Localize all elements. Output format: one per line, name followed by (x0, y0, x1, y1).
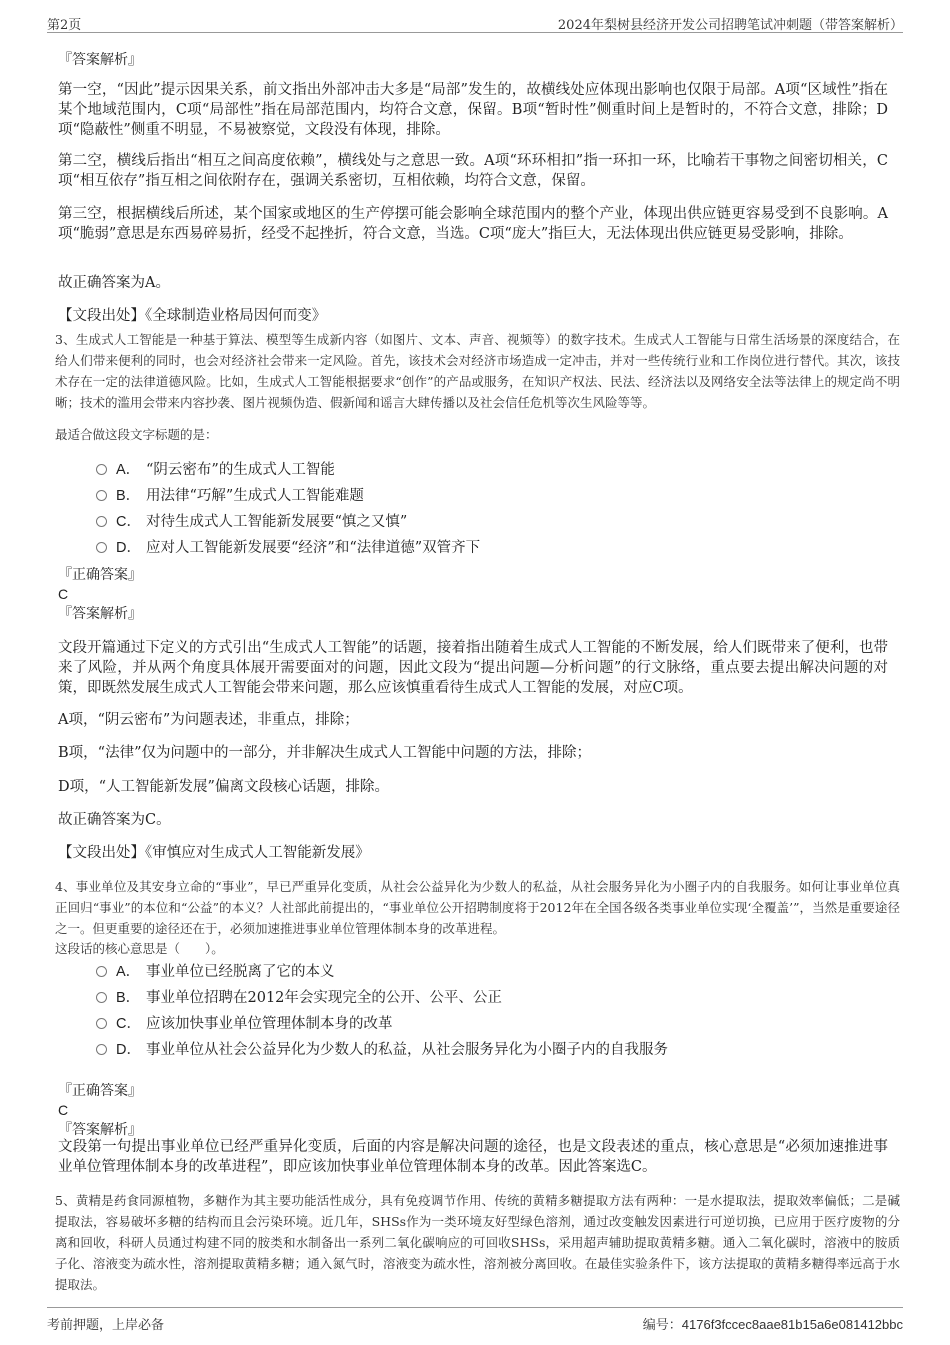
q2-source: 【文段出处】《全球制造业格局因何而变》 (58, 308, 327, 324)
footer-slogan: 考前押题，上岸必备 (47, 1318, 165, 1333)
q4-option-b[interactable]: B． 事业单位招聘在2012年会实现完全的公开、公平、公正 (96, 988, 502, 1008)
q4-option-c[interactable]: C． 应该加快事业单位管理体制本身的改革 (96, 1014, 393, 1034)
q3-answer: C (58, 586, 69, 602)
radio-button-icon[interactable] (96, 542, 107, 553)
q4-analysis-label: 『答案解析』 (58, 1122, 142, 1138)
radio-button-icon[interactable] (96, 1018, 107, 1029)
page-number: 第2页 (47, 18, 82, 33)
q3-option-c[interactable]: C． 对待生成式人工智能新发展要“慎之又慎” (96, 512, 407, 532)
radio-button-icon[interactable] (96, 516, 107, 527)
q3-analysis-label: 『答案解析』 (58, 606, 142, 622)
q3-analysis-para2: A项，“阴云密布”为问题表述，非重点，排除； (58, 712, 359, 728)
q2-analysis-para3: 第三空，根据横线后所述，某个国家或地区的生产停摆可能会影响全球范围内的整个产业，体现出供应链更容易受到不良影响。A项“脆弱”意思是东西易碎易折，经受不起挫折，符合文意，当选。C项“庞大”指巨大，无法体现出供应链更易受影响，排除。 (58, 206, 888, 242)
q3-source: 【文段出处】《审慎应对生成式人工智能新发展》 (58, 845, 370, 861)
q3-option-a[interactable]: A． “阴云密布”的生成式人工智能 (96, 460, 335, 480)
q2-conclusion: 故正确答案为A。 (58, 275, 170, 291)
q3-analysis-para4: D项，“人工智能新发展”偏离文段核心话题，排除。 (58, 779, 389, 795)
q2-analysis-para2: 第二空，横线后指出“相互之间高度依赖”，横线处与之意思一致。A项“环环相扣”指一环扣一环，比喻若干事物之间密切相关，C项“相互依存”指互相之间依附存在，强调关系密切，互相依赖，均符合文意，保留。 (58, 153, 888, 189)
page-footer (47, 1307, 903, 1334)
q4-option-a[interactable]: A． 事业单位已经脱离了它的本义 (96, 962, 335, 982)
q3-option-b[interactable]: B． 用法律“巧解”生成式人工智能难题 (96, 486, 364, 506)
q4-answer-label: 『正确答案』 (58, 1083, 142, 1099)
q4-question: 这段话的核心意思是（ ）。 (55, 941, 224, 956)
page-header (47, 10, 903, 33)
q2-analysis-label: 『答案解析』 (58, 52, 142, 68)
q3-answer-label: 『正确答案』 (58, 567, 142, 583)
radio-button-icon[interactable] (96, 490, 107, 501)
q4-stem: 4、事业单位及其安身立命的“事业”，早已严重异化变质，从社会公益异化为少数人的私益，从社会服务异化为小圈子内的自我服务。如何让事业单位真正回归“事业”的本位和“公益”的本义？人社部此前提出的，“事业单位公开招聘制度将于2012年在全国各级各类事业单位实现‘全覆盖’”，当然是重要途径之一。但更重要的途径还在于，必须加速推进事业单位管理体制本身的改革进程。 (55, 879, 900, 936)
q3-stem: 3、生成式人工智能是一种基于算法、模型等生成新内容（如图片、文本、声音、视频等）的数字技术。生成式人工智能与日常生活场景的深度结合，在给人们带来便利的同时，也会对经济社会带来一定风险。首先，该技术会对经济市场造成一定冲击，并对一些传统行业和工作岗位进行替代。其次，该技术存在一定的法律道德风险。比如，生成式人工智能根据要求“创作”的产品或服务，在知识产权法、民法、经济法以及网络安全法等法律上的规定尚不明晰；技术的滥用会带来内容抄袭、图片视频伪造、假新闻和谣言大肆传播以及社会信任危机等次生风险等等。 (55, 332, 900, 410)
document-id: 编号：4176f3fccec8aae81b15a6e081412bbc (642, 1317, 903, 1332)
radio-button-icon[interactable] (96, 992, 107, 1003)
radio-button-icon[interactable] (96, 966, 107, 977)
radio-button-icon[interactable] (96, 1044, 107, 1055)
q3-conclusion: 故正确答案为C。 (58, 812, 171, 828)
q2-analysis-para1: 第一空，“因此”提示因果关系，前文指出外部冲击大多是“局部”发生的，故横线处应体现出影响也仅限于局部。A项“区域性”指在某个地域范围内，C项“局部性”指在局部范围内，均符合文意，保留。B项“暂时性”侧重时间上是暂时的，不符合文意，排除；D项“隐蔽性”侧重不明显，不易被察觉，文段没有体现，排除。 (58, 82, 888, 138)
q3-analysis-para3: B项，“法律”仅为问题中的一部分，并非解决生成式人工智能中问题的方法，排除； (58, 745, 591, 761)
q4-analysis: 文段第一句提出事业单位已经严重异化变质，后面的内容是解决问题的途径，也是文段表述的重点，核心意思是“必须加速推进事业单位管理体制本身的改革进程”，即应该加快事业单位管理体制本身的改革。因此答案选C。 (58, 1139, 888, 1175)
document-title: 2024年梨树县经济开发公司招聘笔试冲刺题（带答案解析） (557, 18, 903, 33)
q4-answer: C (58, 1102, 69, 1118)
radio-button-icon[interactable] (96, 464, 107, 475)
q5-stem: 5、黄精是药食同源植物，多糖作为其主要功能活性成分，具有免疫调节作用、传统的黄精多糖提取方法有两种：一是水提取法，提取效率偏低；二是碱提取法，容易破坏多糖的结构而且会污染环境。近几年，SHSs作为一类环境友好型绿色溶剂，通过改变触发因素进行可逆切换，已应用于医疗废物的分离和回收，科研人员通过构建不同的胺类和水制备出一系列二氧化碳响应的可回收SHSs，采用超声辅助提取黄精多糖。通入二氧化碳时，溶液中的胺质子化、溶液变为疏水性，溶剂提取黄精多糖；通入氮气时，溶液变为疏水性，溶剂被分离回收。在最佳实验条件下，该方法提取的黄精多糖得率远高于水提取法。 (55, 1193, 900, 1292)
q3-question: 最适合做这段文字标题的是： (55, 427, 218, 442)
q3-option-d[interactable]: D． 应对人工智能新发展要“经济”和“法律道德”双管齐下 (96, 538, 480, 558)
q4-option-d[interactable]: D． 事业单位从社会公益异化为少数人的私益，从社会服务异化为小圈子内的自我服务 (96, 1040, 668, 1060)
q3-analysis-para1: 文段开篇通过下定义的方式引出“生成式人工智能”的话题，接着指出随着生成式人工智能的不断发展，给人们既带来了便利，也带来了风险，并从两个角度具体展开需要面对的问题，因此文段为“提出问题—分析问题”的行文脉络，重点要去提出解决问题的对策，即既然发展生成式人工智能会带来问题，那么应该慎重看待生成式人工智能的发展，对应C项。 (58, 640, 888, 696)
